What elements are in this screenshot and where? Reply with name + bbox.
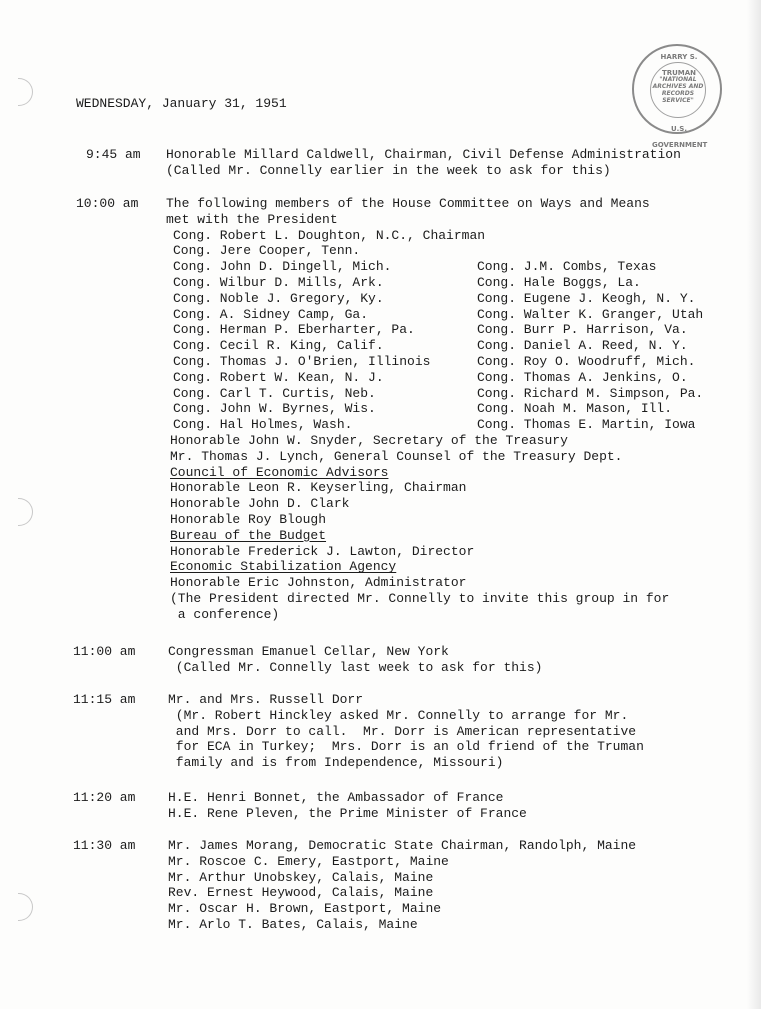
- member-left: Cong. Noble J. Gregory, Ky.: [173, 290, 384, 306]
- stamp-inner-line: RECORDS: [661, 90, 695, 97]
- page-edge-shadow: [747, 0, 761, 1009]
- member-left: Cong. Robert W. Kean, N. J.: [173, 369, 384, 385]
- stamp-top-text: HARRY S. TRUMAN: [660, 53, 698, 77]
- member-right: Cong. Roy O. Woodruff, Mich.: [477, 354, 696, 369]
- entry-line: H.E. Henri Bonnet, the Ambassador of France: [168, 790, 504, 805]
- member-right: Cong. Thomas E. Martin, Iowa: [477, 417, 696, 433]
- member-right: Cong. Walter K. Granger, Utah: [477, 306, 704, 322]
- entry-time: 11:20 am: [73, 790, 136, 805]
- stamp-bottom-text: U.S. GOVERNMENT: [652, 125, 708, 149]
- section-heading: Economic Stabilization Agency: [170, 559, 397, 575]
- member-left: Cong. John W. Byrnes, Wis.: [173, 401, 376, 417]
- entry-line: Mr. Thomas J. Lynch, General Counsel of the Treasury Dept.: [170, 448, 623, 464]
- entry-line: family and is from Independence, Missouri): [168, 755, 504, 771]
- entry-line: Honorable John D. Clark: [170, 496, 350, 512]
- member-right: Cong. Noah M. Mason, Ill.: [477, 401, 673, 417]
- punch-hole-bottom: [18, 893, 33, 921]
- stamp-inner: [650, 62, 706, 118]
- stamp-inner-line: SERVICE": [662, 97, 694, 104]
- stamp-inner-line: ARCHIVES AND: [652, 83, 704, 90]
- member-right: Cong. Richard M. Simpson, Pa.: [477, 385, 704, 401]
- member-right: Cong. Thomas A. Jenkins, O.: [477, 369, 688, 385]
- entry-time: 11:30 am: [73, 838, 136, 853]
- entry-line: Mr. Arthur Unobskey, Calais, Maine: [168, 869, 434, 885]
- entry-line: Rev. Ernest Heywood, Calais, Maine: [168, 885, 434, 901]
- entry-line: The following members of the House Committee on Ways and Means: [166, 196, 650, 211]
- entry-time: 10:00 am: [76, 196, 139, 211]
- member-right: Cong. Burr P. Harrison, Va.: [477, 322, 688, 338]
- archive-stamp: [632, 44, 722, 149]
- punch-hole-middle: [18, 498, 33, 526]
- entry-line: (Called Mr. Connelly earlier in the week to ask for this): [166, 162, 611, 178]
- member-left: Cong. Cecil R. King, Calif.: [173, 338, 384, 354]
- entry-line: a conference): [170, 606, 280, 622]
- entry-line: Honorable Leon R. Keyserling, Chairman: [170, 480, 467, 496]
- punch-hole-top: [18, 78, 33, 106]
- date-heading: WEDNESDAY, January 31, 1951: [76, 96, 287, 111]
- entry-line: and Mrs. Dorr to call. Mr. Dorr is American representative: [168, 723, 637, 739]
- member-left: Cong. Herman P. Eberharter, Pa.: [173, 322, 415, 338]
- entry-line: Mr. and Mrs. Russell Dorr: [168, 692, 364, 707]
- member-left: Cong. Wilbur D. Mills, Ark.: [173, 275, 384, 290]
- entry-line: Congressman Emanuel Cellar, New York: [168, 644, 449, 659]
- entry-line: Mr. Arlo T. Bates, Calais, Maine: [168, 917, 418, 932]
- entry-time: 11:15 am: [73, 692, 136, 707]
- member-left: Cong. A. Sidney Camp, Ga.: [173, 306, 369, 322]
- entry-line: for ECA in Turkey; Mrs. Dorr is an old friend of the Truman: [168, 739, 644, 755]
- member-left: Cong. John D. Dingell, Mich.: [173, 259, 392, 275]
- entry-line: Honorable Roy Blough: [170, 512, 327, 527]
- entry-line: Cong. Robert L. Doughton, N.C., Chairman: [173, 227, 486, 243]
- section-heading: Bureau of the Budget: [170, 527, 327, 543]
- entry-line: Mr. Oscar H. Brown, Eastport, Maine: [168, 901, 442, 917]
- entry-line: H.E. Rene Pleven, the Prime Minister of France: [168, 805, 527, 821]
- entry-line: met with the President: [166, 211, 338, 227]
- member-left: Cong. Thomas J. O'Brien, Illinois: [173, 354, 431, 369]
- entry-time: 11:00 am: [73, 644, 136, 659]
- entry-time: 9:45 am: [86, 147, 141, 162]
- entry-line: Mr. James Morang, Democratic State Chairman, Randolph, Maine: [168, 838, 637, 853]
- member-right: Cong. Eugene J. Keogh, N. Y.: [477, 290, 696, 306]
- member-left: Cong. Carl T. Curtis, Neb.: [173, 385, 376, 401]
- entry-line: (Called Mr. Connelly last week to ask for this): [168, 659, 543, 675]
- member-right: Cong. Daniel A. Reed, N. Y.: [477, 338, 688, 354]
- entry-line: (The President directed Mr. Connelly to invite this group in for: [170, 591, 670, 606]
- entry-line: Cong. Jere Cooper, Tenn.: [173, 243, 361, 259]
- stamp-inner-line: "NATIONAL: [659, 76, 697, 83]
- member-right: Cong. Hale Boggs, La.: [477, 275, 641, 290]
- entry-line: Mr. Roscoe C. Emery, Eastport, Maine: [168, 853, 449, 869]
- entry-line: Honorable John W. Snyder, Secretary of the Treasury: [170, 433, 568, 448]
- entry-line: Honorable Frederick J. Lawton, Director: [170, 543, 475, 559]
- entry-line: Honorable Eric Johnston, Administrator: [170, 575, 467, 591]
- member-left: Cong. Hal Holmes, Wash.: [173, 417, 353, 433]
- entry-line: (Mr. Robert Hinckley asked Mr. Connelly to arrange for Mr.: [168, 707, 629, 723]
- member-right: Cong. J.M. Combs, Texas: [477, 259, 657, 275]
- section-heading: Council of Economic Advisors: [170, 464, 389, 480]
- entry-line: Honorable Millard Caldwell, Chairman, Civil Defense Administration: [166, 147, 681, 162]
